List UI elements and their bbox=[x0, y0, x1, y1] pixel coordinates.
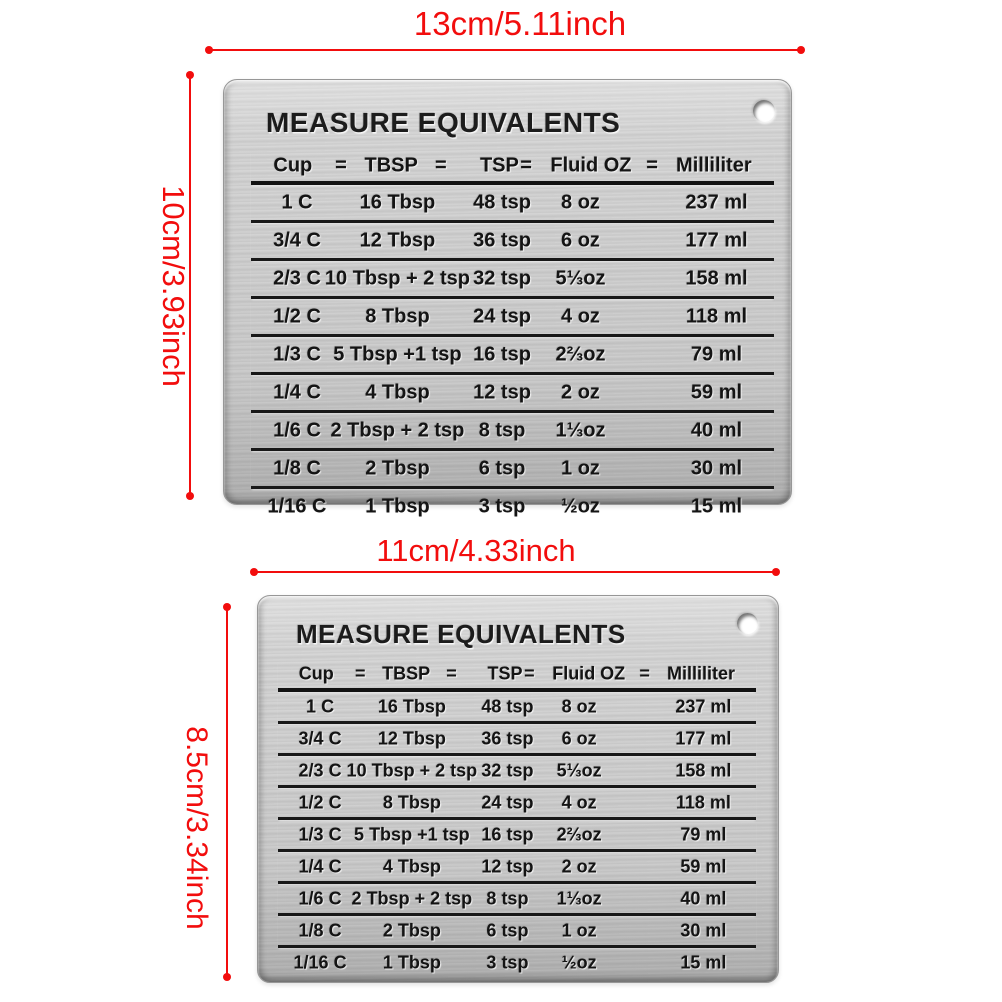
table-row bbox=[278, 788, 756, 820]
table-cell: 237 ml bbox=[675, 696, 732, 716]
table-cell: ½oz bbox=[561, 495, 600, 517]
table-body bbox=[278, 692, 756, 977]
table-cell: 177 ml bbox=[675, 728, 732, 748]
table-cell: 2 Tbsp + 2 tsp bbox=[330, 419, 465, 441]
table-cell: 4 Tbsp bbox=[365, 381, 430, 403]
table-row bbox=[278, 692, 756, 724]
table-cell: 6 tsp bbox=[478, 457, 526, 479]
table-cell: 2/3 C bbox=[273, 267, 321, 289]
table-cell: 59 ml bbox=[690, 381, 743, 403]
table-cell: 48 tsp bbox=[481, 696, 534, 716]
table-cell: 1⅓oz bbox=[556, 888, 602, 908]
table-cell: 59 ml bbox=[680, 856, 727, 876]
table-cell: 1⅓oz bbox=[555, 419, 606, 441]
table-row bbox=[278, 884, 756, 916]
table-cell: 79 ml bbox=[690, 343, 743, 365]
table-row bbox=[251, 451, 774, 489]
equals-sign: = bbox=[435, 154, 447, 176]
table-row bbox=[251, 261, 774, 299]
equals-sign: = bbox=[646, 154, 658, 176]
col-header-fluid-oz: Fluid OZ bbox=[552, 663, 626, 684]
table-cell: 8 Tbsp bbox=[382, 792, 441, 812]
table-cell: 2/3 C bbox=[298, 760, 342, 780]
table-cell: 32 tsp bbox=[473, 267, 531, 289]
equals-sign: = bbox=[520, 154, 532, 176]
table-cell: 1 Tbsp bbox=[382, 952, 441, 972]
table-cell: 1/8 C bbox=[298, 920, 342, 940]
table-cell: 1/6 C bbox=[298, 888, 342, 908]
table-cell: 5⅓oz bbox=[555, 267, 606, 289]
table-cell: 1/2 C bbox=[273, 305, 321, 327]
table-cell: 1/4 C bbox=[298, 856, 342, 876]
table-cell: 16 Tbsp bbox=[377, 696, 446, 716]
table-cell: 1 C bbox=[281, 191, 313, 213]
table-cell: 118 ml bbox=[675, 792, 731, 812]
table-cell: 4 oz bbox=[561, 305, 600, 327]
table-cell: 4 Tbsp bbox=[382, 856, 441, 876]
table-cell: 5⅓oz bbox=[556, 760, 602, 780]
col-header-tbsp: TBSP bbox=[382, 663, 431, 684]
col-header-tsp: TSP bbox=[479, 154, 519, 176]
table-cell: 2⅔oz bbox=[556, 824, 602, 844]
table-body bbox=[251, 185, 774, 524]
table-row bbox=[251, 337, 774, 375]
measure-table bbox=[251, 150, 774, 524]
width-dimension-line-small bbox=[253, 571, 777, 573]
table-cell: 1/4 C bbox=[273, 381, 321, 403]
table-cell: 2 oz bbox=[561, 856, 597, 876]
table-cell: 2⅔oz bbox=[555, 343, 606, 365]
table-cell: 5 Tbsp +1 tsp bbox=[333, 343, 462, 365]
plate-title: MEASURE EQUIVALENTS bbox=[266, 107, 621, 138]
equals-sign: = bbox=[446, 663, 457, 684]
table-cell: 3 tsp bbox=[486, 952, 529, 972]
table-row bbox=[251, 413, 774, 451]
col-header-cup: Cup bbox=[298, 663, 334, 684]
width-dimension-label-small: 11cm/4.33inch bbox=[376, 533, 576, 568]
table-row bbox=[251, 299, 774, 337]
table-cell: 2 Tbsp bbox=[365, 457, 430, 479]
table-row bbox=[278, 724, 756, 756]
table-cell: 1/6 C bbox=[273, 419, 321, 441]
table-cell: 12 tsp bbox=[473, 381, 531, 403]
table-cell: 3/4 C bbox=[273, 229, 321, 251]
table-cell: 1/2 C bbox=[298, 792, 342, 812]
table-cell: 40 ml bbox=[680, 888, 727, 908]
table-cell: 6 tsp bbox=[486, 920, 529, 940]
plate-title: MEASURE EQUIVALENTS bbox=[296, 619, 626, 649]
table-row bbox=[251, 185, 774, 223]
table-row bbox=[278, 916, 756, 948]
table-cell: 158 ml bbox=[685, 267, 748, 289]
table-cell: 3/4 C bbox=[298, 728, 342, 748]
measure-plate-large bbox=[223, 79, 792, 517]
width-dimension-line-large bbox=[208, 49, 802, 51]
table-cell: 30 ml bbox=[690, 457, 743, 479]
table-cell: 2 oz bbox=[561, 381, 600, 403]
table-cell: 1/16 C bbox=[267, 495, 327, 517]
equals-sign: = bbox=[639, 663, 650, 684]
table-cell: 8 Tbsp bbox=[365, 305, 430, 327]
table-row bbox=[278, 948, 756, 977]
table-cell: 32 tsp bbox=[481, 760, 534, 780]
table-cell: 177 ml bbox=[685, 229, 748, 251]
height-dimension-line-small bbox=[226, 606, 228, 978]
table-cell: 8 tsp bbox=[486, 888, 529, 908]
table-row bbox=[278, 852, 756, 884]
col-header-milliliter: Milliliter bbox=[667, 663, 736, 684]
table-cell: 36 tsp bbox=[481, 728, 534, 748]
height-dimension-label-small: 8.5cm/3.34inch bbox=[180, 726, 213, 930]
table-cell: 1 oz bbox=[561, 920, 597, 940]
table-cell: 1/3 C bbox=[298, 824, 342, 844]
table-cell: 79 ml bbox=[680, 824, 727, 844]
table-cell: 15 ml bbox=[690, 495, 743, 517]
table-cell: 5 Tbsp +1 tsp bbox=[354, 824, 470, 844]
table-cell: 2 Tbsp + 2 tsp bbox=[351, 888, 473, 908]
table-row bbox=[251, 223, 774, 261]
table-cell: 6 oz bbox=[561, 229, 600, 251]
equals-sign: = bbox=[354, 663, 366, 684]
table-cell: 10 Tbsp + 2 tsp bbox=[324, 267, 470, 289]
col-header-fluid-oz: Fluid OZ bbox=[550, 154, 632, 176]
table-header-row bbox=[278, 660, 756, 692]
col-header-cup: Cup bbox=[273, 154, 313, 176]
col-header-tbsp: TBSP bbox=[364, 154, 418, 176]
table-cell: 40 ml bbox=[690, 419, 743, 441]
table-row bbox=[251, 489, 774, 524]
table-header-row bbox=[251, 150, 774, 185]
table-cell: 2 Tbsp bbox=[382, 920, 441, 940]
equals-sign: = bbox=[524, 663, 535, 684]
table-cell: 16 Tbsp bbox=[359, 191, 436, 213]
table-cell: 118 ml bbox=[685, 305, 748, 327]
table-cell: 15 ml bbox=[680, 952, 727, 972]
table-cell: 16 tsp bbox=[473, 343, 531, 365]
table-row bbox=[278, 820, 756, 852]
table-cell: 24 tsp bbox=[481, 792, 534, 812]
hang-hole bbox=[737, 613, 758, 634]
table-cell: 1/16 C bbox=[293, 952, 347, 972]
table-row bbox=[278, 756, 756, 788]
table-cell: 10 Tbsp + 2 tsp bbox=[346, 760, 478, 780]
table-cell: 36 tsp bbox=[473, 229, 531, 251]
table-cell: 3 tsp bbox=[478, 495, 526, 517]
table-cell: 1 Tbsp bbox=[365, 495, 430, 517]
table-cell: 1 oz bbox=[561, 457, 600, 479]
table-cell: 16 tsp bbox=[481, 824, 534, 844]
table-cell: 1/8 C bbox=[273, 457, 321, 479]
table-cell: 158 ml bbox=[675, 760, 732, 780]
table-cell: 237 ml bbox=[685, 191, 748, 213]
table-cell: 1/3 C bbox=[273, 343, 321, 365]
table-cell: 12 tsp bbox=[481, 856, 534, 876]
table-cell: 8 oz bbox=[561, 191, 600, 213]
height-dimension-label-large: 10cm/3.93inch bbox=[156, 185, 192, 387]
col-header-tsp: TSP bbox=[487, 663, 523, 684]
table-cell: 24 tsp bbox=[473, 305, 531, 327]
table-cell: 12 Tbsp bbox=[377, 728, 446, 748]
width-dimension-label-large: 13cm/5.11inch bbox=[413, 5, 627, 42]
table-row bbox=[251, 375, 774, 413]
table-cell: ½oz bbox=[561, 952, 597, 972]
table-cell: 6 oz bbox=[561, 728, 597, 748]
table-cell: 1 C bbox=[306, 696, 335, 716]
table-cell: 8 tsp bbox=[478, 419, 526, 441]
table-cell: 4 oz bbox=[561, 792, 597, 812]
table-cell: 30 ml bbox=[680, 920, 727, 940]
equals-sign: = bbox=[335, 154, 347, 176]
hang-hole bbox=[753, 100, 775, 122]
measure-plate-small bbox=[257, 595, 779, 983]
table-cell: 12 Tbsp bbox=[359, 229, 436, 251]
col-header-milliliter: Milliliter bbox=[676, 154, 752, 176]
table-cell: 48 tsp bbox=[473, 191, 531, 213]
table-cell: 8 oz bbox=[561, 696, 597, 716]
measure-table bbox=[278, 660, 756, 977]
